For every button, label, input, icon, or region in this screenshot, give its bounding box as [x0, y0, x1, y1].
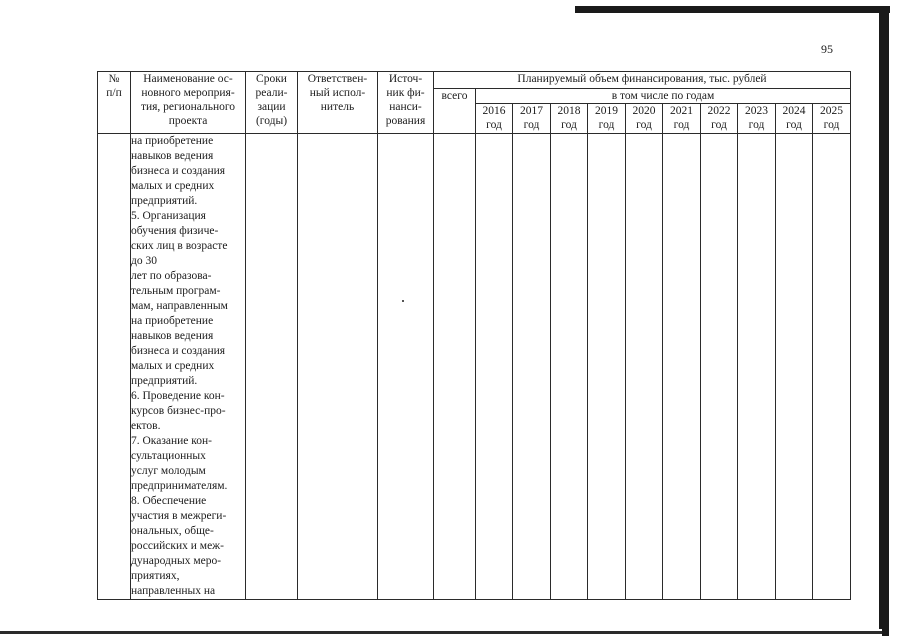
text-line: 5. Организация — [131, 210, 206, 222]
scan-edge-right — [879, 8, 889, 636]
page-number: 95 — [821, 42, 833, 56]
text-line: ских лиц в возрасте — [131, 240, 228, 252]
header-by-years: в том числе по годам — [476, 89, 851, 104]
cell-activity-description — [131, 134, 246, 600]
text-line: навыков ведения — [131, 150, 214, 162]
text-line: участия в межреги- — [131, 510, 227, 522]
header-period: Сроки реали- зации (годы) — [246, 72, 298, 134]
header-year-2022: 2022 год — [701, 104, 738, 134]
cell-total — [434, 134, 476, 600]
text-line: ектов. — [131, 420, 161, 432]
scan-edge-bottom — [0, 629, 882, 639]
header-year-2025: 2025 год — [813, 104, 851, 134]
cell-year-2018 — [551, 134, 588, 600]
header-year-2017: 2017 год — [513, 104, 551, 134]
scan-speck — [402, 300, 404, 302]
text-line: бизнеса и создания — [131, 345, 226, 357]
scan-edge-top — [575, 6, 890, 13]
cell-year-2021 — [663, 134, 701, 600]
cell-year-2025 — [813, 134, 851, 600]
text-line: 6. Проведение кон- — [131, 390, 225, 402]
text-line: направленных на — [131, 585, 216, 597]
cell-year-2017 — [513, 134, 551, 600]
text-line: на приобретение — [131, 315, 214, 327]
header-number: № п/п — [98, 72, 131, 134]
cell-number — [98, 134, 131, 600]
text-line: дународных меро- — [131, 555, 222, 567]
table-row — [98, 134, 851, 600]
text-line: российских и меж- — [131, 540, 224, 552]
text-line: лет по образова- — [131, 270, 212, 282]
text-line: сультационных — [131, 450, 206, 462]
financing-plan-table — [97, 71, 851, 600]
text-line: приятиях, — [131, 570, 180, 582]
text-line: до 30 — [131, 255, 157, 267]
text-line: тельным програм- — [131, 285, 221, 297]
header-year-2024: 2024 год — [776, 104, 813, 134]
text-line: бизнеса и создания — [131, 165, 226, 177]
cell-year-2020 — [626, 134, 663, 600]
text-line: 8. Обеспечение — [131, 495, 207, 507]
header-planned-funding: Планируемый объем финансирования, тыс. рублей — [434, 72, 851, 89]
text-line: предприятий. — [131, 375, 198, 387]
header-year-2019: 2019 год — [588, 104, 626, 134]
header-year-2021: 2021 год — [663, 104, 701, 134]
header-responsible: Ответствен- ный испол- нитель — [298, 72, 378, 134]
header-activity-name: Наименование ос- новного мероприя- тия, регионального проекта — [131, 72, 246, 134]
text-line: мам, направленным — [131, 300, 228, 312]
cell-year-2024 — [776, 134, 813, 600]
cell-funding-source — [378, 134, 434, 600]
text-line: предпринимателям. — [131, 480, 228, 492]
text-line: навыков ведения — [131, 330, 214, 342]
text-line: предприятий. — [131, 195, 198, 207]
header-year-2016: 2016 год — [476, 104, 513, 134]
cell-year-2022 — [701, 134, 738, 600]
header-year-2023: 2023 год — [738, 104, 776, 134]
text-line: ональных, обще- — [131, 525, 214, 537]
cell-period — [246, 134, 298, 600]
text-line: 7. Оказание кон- — [131, 435, 212, 447]
text-line: малых и средних — [131, 360, 215, 372]
cell-year-2023 — [738, 134, 776, 600]
cell-year-2019 — [588, 134, 626, 600]
text-line: услуг молодым — [131, 465, 206, 477]
text-line: малых и средних — [131, 180, 215, 192]
text-line: обучения физиче- — [131, 225, 219, 237]
cell-responsible — [298, 134, 378, 600]
header-year-2020: 2020 год — [626, 104, 663, 134]
header-year-2018: 2018 год — [551, 104, 588, 134]
text-line: курсов бизнес-про- — [131, 405, 226, 417]
cell-year-2016 — [476, 134, 513, 600]
text-line: на приобретение — [131, 135, 214, 147]
header-funding-source: Источ- ник фи- нанси- рования — [378, 72, 434, 134]
header-total: всего — [434, 89, 476, 134]
